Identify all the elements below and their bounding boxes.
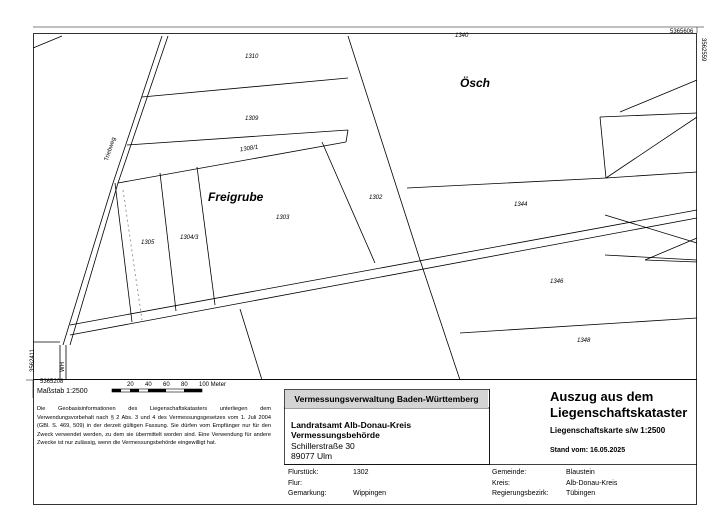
- gemeinde-value: Blaustein: [566, 469, 595, 476]
- place-label-oesch: Ösch: [460, 76, 491, 90]
- scale-tick: 80: [181, 382, 188, 388]
- parcel-number: 1302: [369, 195, 383, 201]
- coord-left-side: 3562411: [30, 349, 36, 372]
- parcel-number: 1346: [550, 279, 564, 285]
- dotted-boundary: [123, 190, 142, 320]
- kreis-label: Kreis:: [492, 480, 510, 487]
- document-title-line1: Auszug aus dem: [550, 389, 654, 404]
- road-label-wh: WH: [60, 362, 66, 372]
- agency-header: Vermessungsverwaltung Baden-Württemberg: [285, 390, 488, 408]
- scale-tick: 60: [163, 382, 170, 388]
- gemarkung-label: Gemarkung:: [288, 490, 327, 497]
- usage-notice: Die Geobasisinformationen des Liegenschaftskatasters unterliegen dem Verwendungsvorbehalt nach § 2 Abs. 3 und 4 des Vermessungsgesetzes vom 1. Juli 2004 (GBl. S. 469, 509) in der derzeit gültigen Fassung. Sie dürfen vom Empfänger nur für den Zweck verwendet werden, zu dem sie übermittelt worden sind. Eine Verwendung für andere Zwecke ist nur zulässig, wenn die Vermessungsbehörde eingewilligt hat.: [37, 406, 271, 447]
- agency-line4: 89077 Ulm: [291, 451, 333, 461]
- parcel-number: 1303: [276, 215, 290, 221]
- document-date: Stand vom: 16.05.2025: [550, 447, 626, 454]
- parcel-number: 1304/3: [180, 235, 199, 241]
- scale-bar: [112, 389, 202, 392]
- map-frame: [34, 34, 697, 380]
- road-label-triebweg: Triebweg: [104, 136, 118, 162]
- parcel-number: 1310: [245, 54, 259, 60]
- agency-line2: Vermessungsbehörde: [291, 430, 380, 440]
- agency-line1: Landratsamt Alb-Donau-Kreis: [291, 420, 412, 430]
- coord-right-side: 3562559: [700, 38, 706, 62]
- regierungsbezirk-label: Regierungsbezirk:: [492, 490, 549, 497]
- place-label-freigrube: Freigrube: [208, 190, 264, 204]
- coord-top-right: 5365606: [670, 29, 694, 35]
- document-subtitle: Liegenschaftskarte s/w 1:2500: [550, 426, 666, 435]
- flurstueck-value: 1302: [353, 469, 369, 476]
- document-title-line2: Liegenschaftskataster: [550, 405, 688, 420]
- parcel-number: 1340: [455, 33, 469, 39]
- flurstueck-label: Flurstück:: [288, 469, 319, 476]
- gemeinde-label: Gemeinde:: [492, 469, 527, 476]
- parcel-number: 1305: [141, 240, 155, 246]
- parcel-boundaries: [33, 36, 697, 380]
- scale-title: Maßstab 1:2500: [37, 388, 88, 395]
- parcel-number: 1309: [245, 116, 259, 122]
- regierungsbezirk-value: Tübingen: [566, 490, 596, 497]
- parcel-number: 1344: [514, 202, 528, 208]
- parcel-number: 1348: [577, 338, 591, 344]
- gemarkung-value: Wippingen: [353, 490, 387, 497]
- flur-label: Flur:: [288, 480, 302, 487]
- scale-tick: 100 Meter: [199, 382, 227, 388]
- agency-line3: Schillerstraße 30: [291, 441, 355, 451]
- scale-tick: 40: [145, 382, 152, 388]
- parcel-number: 1308/1: [239, 144, 259, 154]
- scale-tick: 20: [127, 382, 134, 388]
- kreis-value: Alb-Donau-Kreis: [566, 480, 618, 487]
- coord-bottom-left: 5365208: [40, 379, 64, 385]
